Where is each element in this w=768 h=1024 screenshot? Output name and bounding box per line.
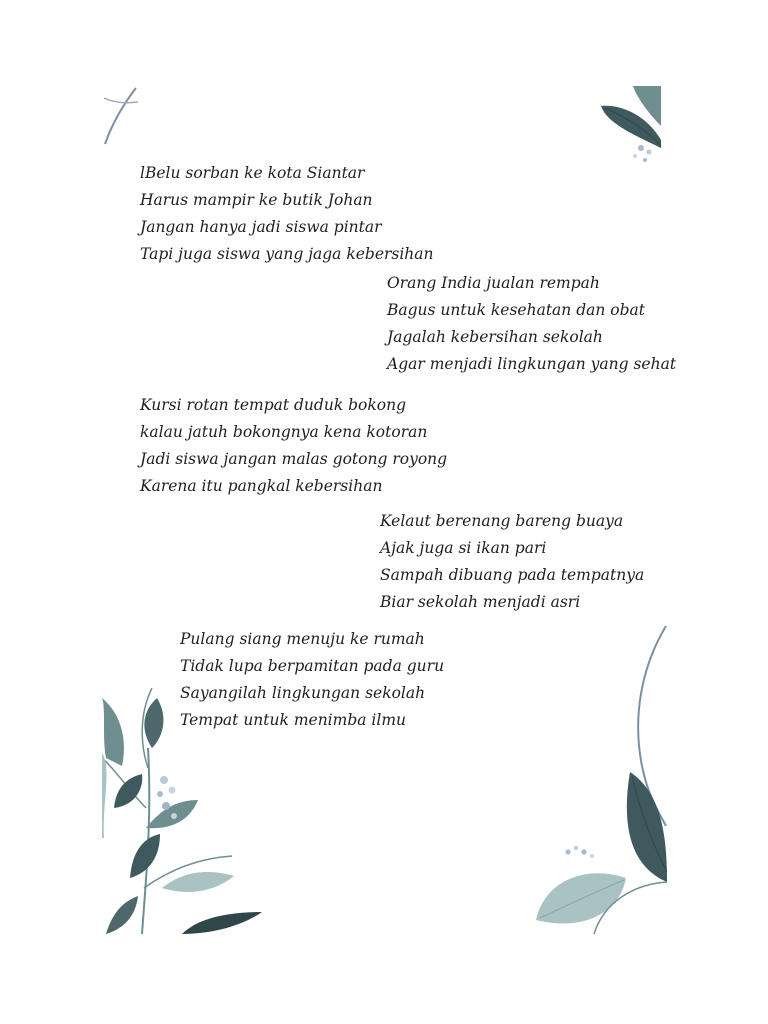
top-left-stem-decoration (102, 86, 142, 148)
stanza-2-line-4: Agar menjadi lingkungan yang sehat (387, 354, 677, 373)
stanza-2-line-3: Jagalah kebersihan sekolah (387, 327, 603, 346)
stanza-4-line-3: Sampah dibuang pada tempatnya (380, 565, 645, 584)
stanza-4 (380, 508, 644, 616)
stanza-3 (140, 392, 447, 500)
stanza-3-line-1: Kursi rotan tempat duduk bokong (140, 396, 407, 414)
top-right-leaf-decoration (597, 86, 667, 168)
bottom-right-leaf-decoration (534, 772, 667, 934)
stanza-1-line-2: Harus mampir ke butik Johan (140, 190, 373, 209)
stanza-1-line-1: lBelu sorban ke kota Siantar (140, 164, 365, 182)
stanza-3-line-2: kalau jatuh bokongnya kena kotoran (140, 422, 428, 441)
stanza-5-line-4: Tempat untuk menimba ilmu (180, 710, 407, 729)
stanza-3-line-3: Jadi siswa jangan malas gotong royong (140, 449, 448, 468)
stanza-5-line-2: Tidak lupa berpamitan pada guru (180, 656, 445, 675)
stanza-1 (140, 160, 434, 268)
stanza-5-line-3: Sayangilah lingkungan sekolah (180, 683, 426, 702)
poem-page (102, 86, 677, 934)
bottom-left-leaf-decoration (102, 688, 267, 934)
stanza-2 (387, 270, 676, 378)
stanza-1-line-4: Tapi juga siswa yang jaga kebersihan (140, 244, 434, 263)
stanza-5-line-1: Pulang siang menuju ke rumah (180, 630, 425, 648)
stanza-2-line-1: Orang India jualan rempah (387, 274, 600, 292)
stanza-4-line-1: Kelaut berenang bareng buaya (380, 512, 624, 530)
stanza-2-line-2: Bagus untuk kesehatan dan obat (387, 300, 646, 319)
stanza-4-line-4: Biar sekolah menjadi asri (380, 592, 581, 611)
stanza-4-line-2: Ajak juga si ikan pari (380, 538, 547, 557)
stanza-3-line-4: Karena itu pangkal kebersihan (140, 476, 383, 495)
stanza-1-line-3: Jangan hanya jadi siswa pintar (140, 217, 382, 236)
